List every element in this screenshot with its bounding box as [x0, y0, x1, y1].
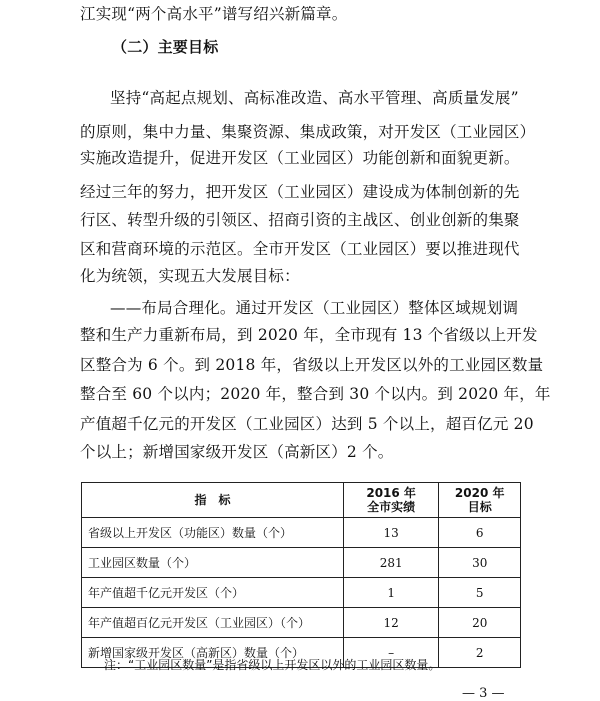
- value-2020: 30: [439, 548, 521, 578]
- table-row: [82, 518, 521, 548]
- indicator-name: 新增国家级开发区（高新区）数量（个）: [82, 638, 344, 668]
- value-2020: 20: [439, 608, 521, 638]
- body-line-10: ——布局合理化。通过开发区（工业园区）整体区域规划调: [110, 299, 519, 317]
- table-row: [82, 548, 521, 578]
- header-2016-label: 2016 年 全市实绩: [366, 486, 416, 514]
- value-2016: 281: [343, 548, 439, 578]
- value-2020: 2: [439, 638, 521, 668]
- body-line-7: 行区、转型升级的引领区、招商引资的主战区、创业创新的集聚: [80, 211, 520, 229]
- body-line-8: 区和营商环境的示范区。全市开发区（工业园区）要以推进现代: [80, 240, 520, 258]
- header-2020-label: 2020 年 目标: [454, 486, 505, 514]
- value-2020: 5: [439, 578, 521, 608]
- body-line-9: 化为统领，实现五大发展目标：: [80, 267, 300, 285]
- body-line-6: 经过三年的努力，把开发区（工业园区）建设成为体制创新的先: [80, 183, 520, 201]
- value-2016: 1: [343, 578, 439, 608]
- indicator-name: 省级以上开发区（功能区）数量（个）: [82, 518, 344, 548]
- indicator-name: 年产值超百亿元开发区（工业园区）（个）: [82, 608, 344, 638]
- header-indicator: [82, 483, 344, 518]
- indicator-name: 工业园区数量（个）: [82, 548, 344, 578]
- body-line-3: 坚持“高起点规划、高标准改造、高水平管理、高质量发展”: [110, 89, 519, 107]
- targets-table: [81, 482, 521, 668]
- body-line-5: 实施改造提升，促进开发区（工业园区）功能创新和面貌更新。: [80, 149, 520, 167]
- value-2016: 12: [343, 608, 439, 638]
- value-2020: 6: [439, 518, 521, 548]
- table-header-row: [82, 483, 521, 518]
- indicator-name: 年产值超千亿元开发区（个）: [82, 578, 344, 608]
- body-line-12: 区整合为 6 个。到 2018 年，省级以上开发区以外的工业园区数量: [80, 356, 544, 374]
- table-row: [82, 608, 521, 638]
- page-number: — 3 —: [462, 686, 505, 701]
- table-footnote: 注：“工业园区数量”是指省级以上开发区以外的工业园区数量。: [104, 658, 441, 672]
- table-row: [82, 578, 521, 608]
- header-2020-target: [439, 483, 521, 518]
- body-line-4: 的原则，集中力量、集聚资源、集成政策，对开发区（工业园区）: [80, 123, 536, 141]
- header-2016-actual: [343, 483, 439, 518]
- body-line-14: 产值超千亿元的开发区（工业园区）达到 5 个以上，超百亿元 20: [80, 415, 534, 433]
- header-indicator-label: 指 标: [194, 493, 231, 507]
- body-line-13: 整合至 60 个以内；2020 年，整合到 30 个以内。到 2020 年，年: [80, 385, 551, 403]
- body-line-11: 整和生产力重新布局，到 2020 年，全市现有 13 个省级以上开发: [80, 326, 538, 344]
- value-2016: 13: [343, 518, 439, 548]
- body-line-1: 江实现“两个高水平”谱写绍兴新篇章。: [80, 5, 348, 23]
- section-heading: （二）主要目标: [112, 38, 219, 56]
- value-2016: –: [343, 638, 439, 668]
- body-line-15: 个以上；新增国家级开发区（高新区）2 个。: [80, 443, 394, 461]
